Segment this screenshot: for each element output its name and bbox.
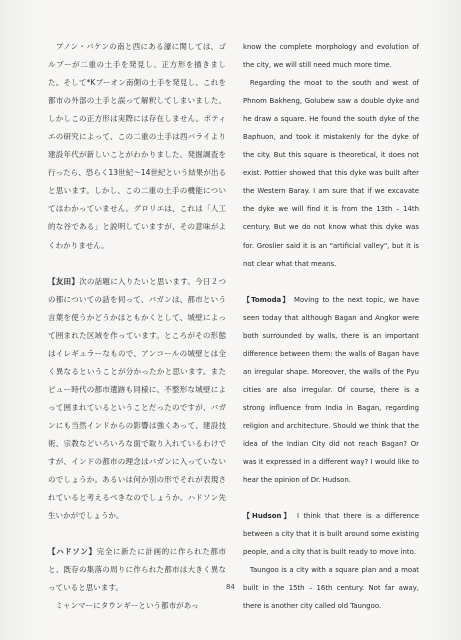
paragraph-tomoda-jp [48, 273, 226, 526]
paragraph-tomoda-en [243, 291, 419, 490]
speaker-label: 【ハドソン】 [48, 547, 97, 557]
paragraph-text: I think that there is a difference between a city that it is built around some existing people, and a city that is built ready to move into. [243, 512, 419, 557]
paragraph-taungoo-en: Taungoo is a city with a square plan and a moat built in the 15th – 16th century. Not far away, there is another city called old Taungoo. [243, 566, 419, 611]
paragraph-taungoo-jp: ミャンマーにタウンギーという都市があっ [48, 601, 199, 611]
paragraph-moat-jp: プノン・バケンの南と西にある濠に関しては、ゴルブーが二重の土手を発見し、正方形を描きました。そして*Kブーオン南側の土手を発見し、これを都市の外部の土手と誤って解釈してしまいました。しかしこの正方形は実際には存在しません。ポティエの研究によって、この二重の土手は西バライより建設年代が新しいことがわかりました。発掘調査を行ったら、恐らく13世紀～14世紀という結果が出ると思います。しかし、この二重の土手の機能についてはわかっていません。グロリエは、これは「人工的な谷である」と説明していますが、その意味がよくわかりません。 [48, 42, 226, 250]
speaker-label: 【Hudson】 [243, 512, 293, 521]
paragraph-moat-en: Regarding the moat to the south and west of Phnom Bakheng, Golubew saw a double dyke and he draw a square. He found the south dyke of the Baphuon, and took it mistakenly for the dyke of the city. But this square is theoretical, it does not exist. Pottier showed that this dyke was built after the Western Baray. I am sure that if we excavate the dyke we will find it is from the 13th – 14th century. But we do not know what this dyke was for. Groslier said it is an "artificial valley", but it is not clear what that means. [243, 79, 419, 268]
paragraph-hudson-en [243, 507, 419, 561]
english-column [243, 38, 419, 615]
paragraph-text: 完全に新たに計画的に作られた都市と、既存の集落の周りに作られた都市は大きく異なっていると思います。 [48, 547, 226, 593]
paragraph-text: 次の話題に入りたいと思います。今日２つの都についての話を伺って、バガンは、都市という言葉を使うかどうかはともかくとして、城壁によって囲まれた区域を作っています。ところがその形態はイレギュラーなもので、アンコールの城壁とは全く異なるということが分かったかと思います。またピュー時代の都市遺跡も同様に、不整形な城壁によって囲まれているということだったのですが、バガンにも当然インドからの影響は強くあって、建設技術、宗教などいろいろな面で取り入れているわけですが、インドの都市の理念はバガンに入っていないのでしょうか。あるいは何か別の形でそれが表現されていると考えるべきなのでしょうか。ハドソン先生いかがでしょうか。 [48, 276, 226, 521]
japanese-column [48, 38, 226, 615]
speaker-label: 【Tomoda】 [243, 295, 291, 304]
page-number: 84 [226, 583, 235, 591]
speaker-label: 【友田】 [48, 276, 80, 286]
paragraph-text: Moving to the next topic, we have seen today that although Bagan and Angkor were both surrounded by walls, there is an important difference between them: the walls of Bagan have an irregular shape. Moreover, the walls of the Pyu cities are also irregular. Of course, there is a strong influence from India in Bagan, regarding religion and architecture. Should we think that the idea of the Indian City did not reach Bagan? Or was it expressed in a different way? I would like to hear the opinion of Dr. Hudson. [243, 295, 419, 485]
paragraph-morphology-en: know the complete morphology and evolution of the city, we will still need much more time. [243, 43, 419, 70]
